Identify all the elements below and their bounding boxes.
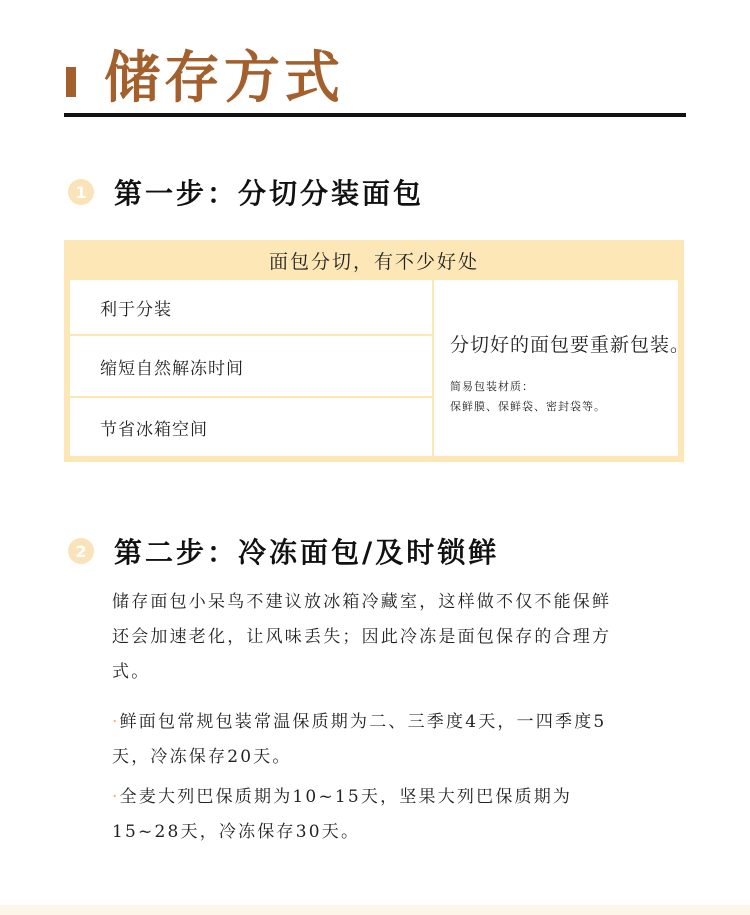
packaging-materials-label: 简易包装材质： [450,380,534,393]
packaging-materials-list: 保鲜膜、保鲜袋、密封袋等。 [450,400,606,413]
benefit-item: 节省冰箱空间 [100,419,208,440]
benefit-item: 缩短自然解冻时间 [100,358,244,379]
title-accent-bar [66,67,76,97]
page-title-row [66,46,344,110]
step-2-title: 第二步：冷冻面包/及时锁鲜 [114,536,500,569]
shelf-life-bullet-text: 鲜面包常规包装常温保质期为二、三季度4天，一四季度5天，冷冻保存20天。 [112,712,607,767]
packaging-note-main: 分切好的面包要重新包装。 [450,334,691,356]
page-title: 储存方式 [104,45,344,111]
step-1-heading [68,172,424,212]
step-2-intro-paragraph: 储存面包小呆鸟不建议放冰箱冷藏室，这样做不仅不能保鲜还会加速老化，让风味丢失；因此冷冻是面包保存的合理方式。 [112,592,612,682]
step-1-title: 第一步：分切分装面包 [114,177,425,210]
benefits-table-heading: 面包分切，有不少好处 [268,250,479,273]
benefits-list [70,280,432,456]
bullet-dot-icon: · [112,712,120,732]
shelf-life-bullet [112,705,612,775]
step-1-number-badge: 1 [68,179,94,205]
benefits-table [64,240,691,462]
title-divider [64,113,686,117]
benefit-item: 利于分装 [100,299,172,320]
shelf-life-bullet-text: 全麦大列巴保质期为10~15天，坚果大列巴保质期为15~28天，冷冻保存30天。 [112,787,573,842]
packaging-note [434,280,691,456]
step-2-number-badge: 2 [68,538,94,564]
bottom-band [0,905,750,915]
bullet-dot-icon: · [112,787,120,807]
step-2-heading [68,531,499,571]
shelf-life-bullet [112,780,612,850]
